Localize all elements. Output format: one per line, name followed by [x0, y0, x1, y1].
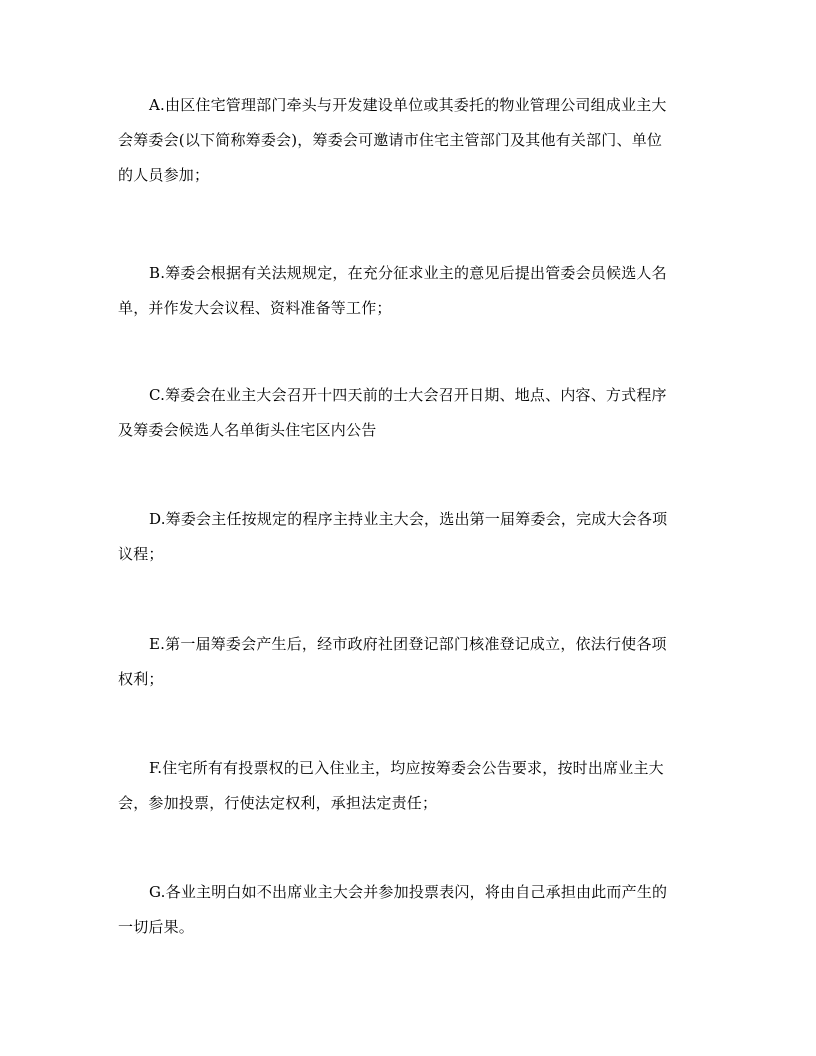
paragraph-line: 一切后果。	[118, 918, 195, 936]
paragraph-line: D.筹委会主任按规定的程序主持业主大会，选出第一届筹委会，完成大会各项	[149, 510, 668, 528]
paragraph-line: F.住宅所有有投票权的已入住业主，均应按筹委会公告要求，按时出席业主大	[149, 759, 664, 777]
paragraph-line: 权利；	[118, 670, 164, 688]
paragraph-d	[118, 502, 708, 572]
paragraph-e	[118, 627, 708, 697]
paragraph-line: 会筹委会(以下简称筹委会)，筹委会可邀请市住宅主管部门及其他有关部门、单位	[118, 131, 663, 149]
paragraph-line: 议程；	[118, 545, 164, 563]
paragraph-c	[118, 378, 708, 448]
paragraph-line: 会，参加投票，行使法定权利，承担法定责任；	[118, 794, 438, 812]
paragraph-line: A.由区住宅管理部门牵头与开发建设单位或其委托的物业管理公司组成业主大	[149, 96, 667, 114]
paragraph-line: 单，并作发大会议程、资料准备等工作；	[118, 299, 392, 317]
paragraph-line: B.筹委会根据有关法规规定，在充分征求业主的意见后提出管委会员候选人名	[149, 264, 667, 282]
paragraph-line: C.筹委会在业主大会召开十四天前的士大会召开日期、地点、内容、方式程序	[149, 386, 667, 404]
paragraph-line: 及筹委会候选人名单街头住宅区内公告	[118, 421, 377, 439]
paragraph-b	[118, 256, 708, 326]
paragraph-f	[118, 751, 708, 821]
paragraph-a	[118, 88, 708, 193]
paragraph-g	[118, 875, 708, 945]
paragraph-line: E.第一届筹委会产生后，经市政府社团登记部门核准登记成立，依法行使各项	[149, 635, 667, 653]
paragraph-line: G.各业主明白如不出席业主大会并参加投票表闪，将由自己承担由此而产生的	[149, 883, 668, 901]
paragraph-line: 的人员参加；	[118, 166, 210, 184]
